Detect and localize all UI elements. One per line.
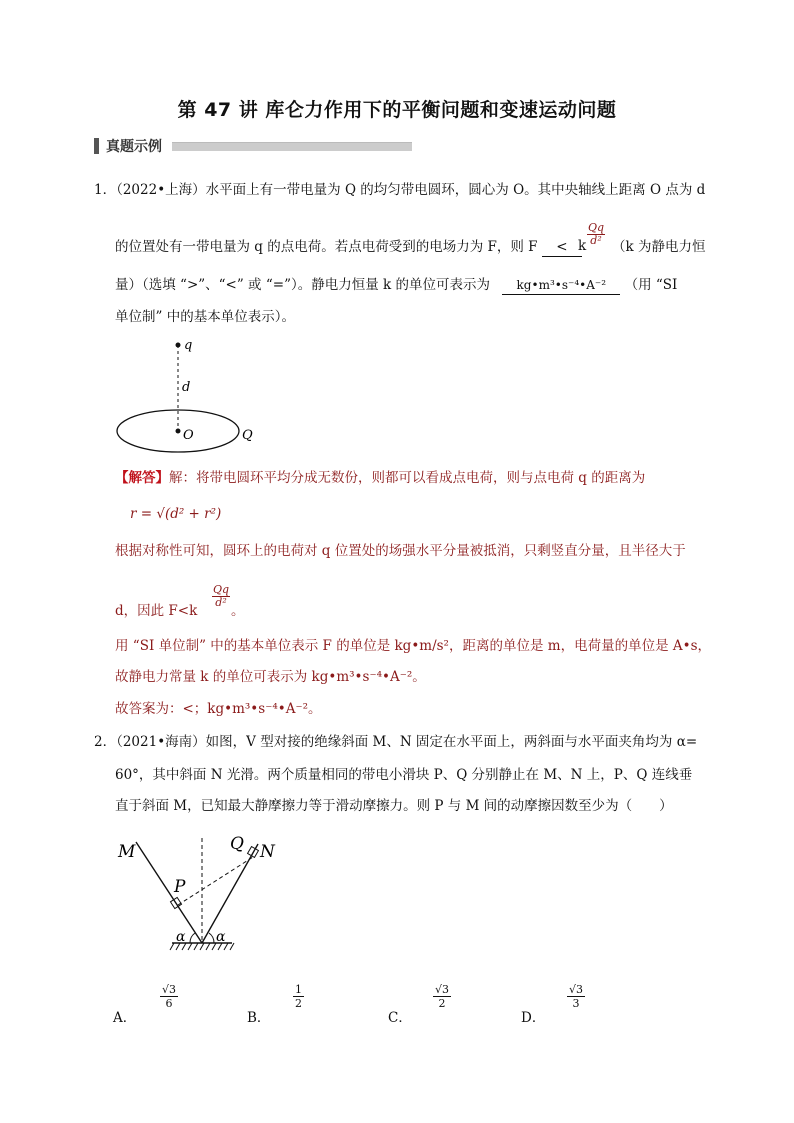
- label-P: P: [174, 877, 186, 897]
- option-B-den: 2: [295, 997, 302, 1010]
- option-D-value[interactable]: [567, 983, 585, 1010]
- a1-line5: 故静电力常量 k 的单位可表示为 kg•m³•s⁻⁴•A⁻²。: [115, 669, 426, 685]
- option-D-label[interactable]: D．: [521, 1010, 546, 1026]
- a1-line1: [115, 469, 645, 487]
- label-N: N: [260, 842, 275, 862]
- PQ-line: [178, 857, 253, 905]
- point-charge: [176, 343, 181, 348]
- q2-line1: 2．（2021•海南）如图，V 型对接的绝缘斜面 M、N 固定在水平面上，两斜面与水平面夹角均为 α=: [94, 734, 698, 750]
- ring-figure: [110, 333, 270, 458]
- angle-arc-left: [190, 933, 195, 943]
- incline-M: [136, 842, 202, 943]
- a1-line3-end: 。: [231, 603, 245, 619]
- label-M: M: [118, 842, 136, 862]
- ring-center: [176, 429, 181, 434]
- section-label: 真题示例: [106, 139, 162, 155]
- option-C-num: √3: [435, 983, 450, 996]
- label-O: O: [183, 428, 194, 443]
- option-B-value[interactable]: [293, 983, 304, 1010]
- option-C-label[interactable]: C．: [388, 1010, 412, 1026]
- option-A-label[interactable]: A．: [113, 1010, 137, 1026]
- a1-line2: 根据对称性可知，圆环上的电荷对 q 位置处的场强水平分量被抵消，只剩竖直分量，且半径大于: [115, 543, 686, 559]
- section-bar: [94, 138, 99, 154]
- q1-fraction: [587, 222, 605, 247]
- q1-line3-text: 量）（选填 “>”、“<” 或 “=”）。静电力恒量 k 的单位可表示为: [115, 277, 490, 293]
- a1-formula: r = √(d² + r²): [130, 506, 222, 522]
- q1-line3-end: （用 “SI: [624, 277, 678, 293]
- q2-line3: 直于斜面 M，已知最大静摩擦力等于滑动摩擦力。则 P 与 M 间的动摩擦因数至少为（ ）: [115, 798, 673, 814]
- label-Q: Q: [230, 834, 244, 854]
- q1-frac-den: d²: [590, 234, 602, 247]
- q1-line2-end: （k 为静电力恒: [612, 239, 706, 255]
- q1-line1: 1．（2022•上海）水平面上有一带电量为 Q 的均匀带电圆环，圆心为 O。其中央轴线上距离 O 点为 d: [94, 182, 706, 198]
- q1-line4: 单位制” 中的基本单位表示）。: [115, 309, 295, 325]
- angle-arc-right: [209, 933, 214, 943]
- page-title: 第 47 讲 库仑力作用下的平衡问题和变速运动问题: [177, 99, 617, 121]
- q1-line3: [115, 276, 677, 295]
- q1-frac-num: Qq: [588, 221, 605, 234]
- incline-figure: [110, 830, 280, 955]
- option-A-value[interactable]: [160, 983, 178, 1010]
- q2-line2: 60°，其中斜面 N 光滑。两个质量相同的带电小滑块 P、Q 分别静止在 M、N 上，P、Q 连线垂: [115, 767, 693, 783]
- q1-line2-text: 的位置处有一带电量为 q 的点电荷。若点电荷受到的电场力为 F，则 F: [115, 239, 538, 255]
- q1-answer-blank-2: kg•m³•s⁻⁴•A⁻²: [502, 276, 620, 295]
- label-d: d: [182, 380, 191, 395]
- option-D-num: √3: [569, 983, 584, 996]
- a1-frac-den: d²: [215, 596, 227, 609]
- label-Q: Q: [242, 428, 253, 443]
- q1-answer-blank-1: <: [542, 238, 582, 257]
- a1-line4: 用 “SI 单位制” 中的基本单位表示 F 的单位是 kg•m/s²，距离的单位是 m，电荷量的单位是 A•s，: [115, 638, 711, 654]
- label-q: q: [184, 338, 193, 353]
- a1-frac-num: Qq: [213, 583, 230, 596]
- option-A-num: √3: [162, 983, 177, 996]
- q1-line2: [115, 238, 582, 257]
- option-C-value[interactable]: [433, 983, 451, 1010]
- section-rule: [172, 142, 412, 151]
- a1-line3: d，因此 F<k: [115, 603, 198, 619]
- option-A-den: 6: [165, 997, 173, 1010]
- option-D-den: 3: [572, 997, 580, 1010]
- option-C-den: 2: [438, 997, 446, 1010]
- option-B-label[interactable]: B．: [247, 1010, 271, 1026]
- q1-k: k: [578, 238, 587, 254]
- option-B-num: 1: [295, 983, 302, 996]
- a1-line6: 故答案为：<；kg•m³•s⁻⁴•A⁻²。: [115, 701, 322, 717]
- a1-fraction: [212, 584, 230, 609]
- answer-label: 【解答】: [115, 470, 169, 486]
- a1-text: 解：将带电圆环平均分成无数份，则都可以看成点电荷，则与点电荷 q 的距离为: [169, 470, 646, 486]
- section-header: [94, 136, 412, 156]
- label-alpha-right: α: [216, 929, 226, 945]
- label-alpha-left: α: [176, 929, 186, 945]
